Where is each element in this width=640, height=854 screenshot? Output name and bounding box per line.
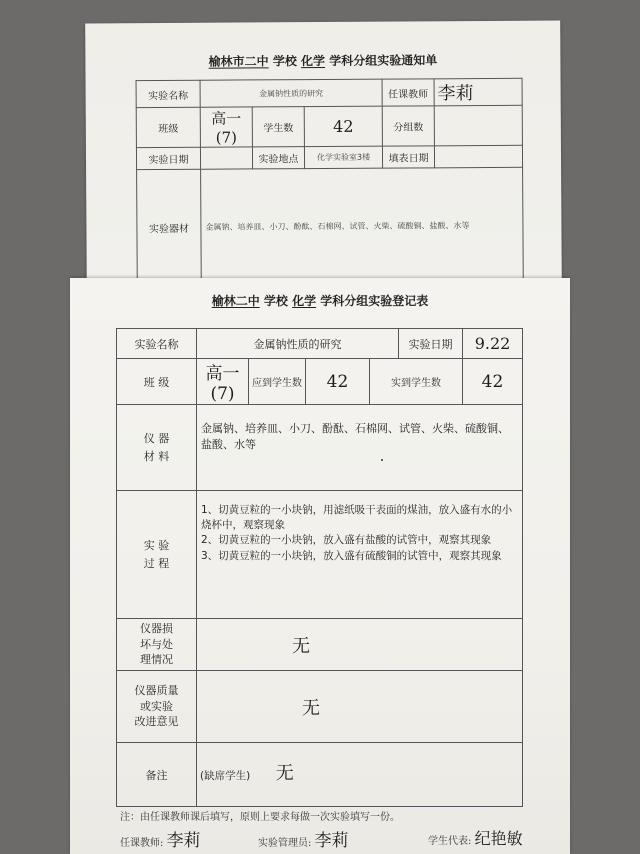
record-title-rest: 学科分组实验登记表 [320, 294, 429, 308]
record-actual-value: 42 [463, 359, 523, 405]
record-expected-value: 42 [306, 359, 370, 405]
record-title-school-suffix: 学校 [263, 294, 288, 308]
record-process-steps [197, 491, 523, 619]
notice-teacher-label: 任课教师 [382, 79, 434, 106]
record-remarks-prefix: (缺席学生) [200, 770, 251, 782]
notice-table [136, 78, 524, 286]
record-actual-label: 实到学生数 [370, 359, 463, 405]
record-quality-value: 无 [197, 671, 523, 743]
record-title-subject: 化学 [292, 294, 317, 308]
notice-date-label: 实验日期 [136, 147, 200, 169]
pen-dot-mark [381, 459, 383, 461]
notice-students-label: 学生数 [252, 107, 304, 147]
record-process-label-2: 过 程 [143, 556, 170, 570]
record-process-step: 1、切黄豆粒的一小块钠，用滤纸吸干表面的煤油，放入盛有水的小烧杯中，观察现象 [201, 504, 513, 532]
record-damage-label-1: 仪器损 [140, 621, 173, 635]
record-sheet [70, 278, 570, 854]
record-class-label: 班 级 [117, 359, 197, 405]
notice-groups-value [434, 105, 522, 146]
notice-name-label: 实验名称 [136, 80, 200, 107]
record-title-school: 榆林二中 [211, 294, 260, 308]
record-damage-value: 无 [197, 619, 523, 671]
record-remarks-label: 备注 [117, 743, 197, 807]
record-process-label-1: 实 验 [143, 538, 170, 552]
notice-class-label: 班级 [136, 107, 200, 147]
record-damage-label-2: 坏与处 [140, 637, 173, 651]
record-teacher-sign [120, 826, 201, 851]
record-process-step: 3、切黄豆粒的一小块钠，放入盛有硫酸铜的试管中，观察其现象 [201, 549, 502, 562]
notice-title-school: 榆林市二中 [208, 54, 269, 69]
record-date-value: 9.22 [463, 329, 523, 359]
record-student-signature: 纪艳敏 [474, 829, 523, 848]
record-title [70, 292, 570, 309]
notice-title [85, 51, 560, 71]
notice-place-label: 实验地点 [252, 147, 304, 169]
notice-class-value: 高一(7) [200, 107, 252, 147]
notice-teacher-value: 李莉 [434, 78, 522, 106]
record-materials-label [117, 405, 197, 491]
record-name-label: 实验名称 [117, 329, 197, 359]
record-student-sign [428, 826, 523, 849]
record-teacher-label: 任课教师: [120, 838, 164, 849]
record-remarks-cell [197, 743, 523, 807]
record-quality-label-3: 改进意见 [134, 715, 179, 729]
notice-sheet [85, 21, 562, 292]
notice-students-value: 42 [304, 106, 382, 146]
notice-title-subject: 化学 [300, 53, 326, 69]
notice-equipment-value: 金属钠、培养皿、小刀、酚酞、石棉网、试管、火柴、硫酸铜、盐酸、水等 [201, 167, 524, 285]
record-table [116, 328, 523, 807]
notice-groups-label: 分组数 [382, 106, 434, 146]
record-date-label: 实验日期 [399, 329, 463, 359]
record-damage-label [117, 619, 197, 671]
record-manager-signature: 李莉 [314, 831, 349, 851]
notice-fill-date-value [434, 145, 522, 168]
notice-title-school-suffix: 学校 [272, 54, 297, 69]
record-materials-text: 金属钠、培养皿、小刀、酚酞、石棉网、试管、火柴、硫酸铜、盐酸、水等 [201, 422, 509, 451]
record-manager-sign [258, 826, 349, 851]
record-teacher-signature: 李莉 [166, 831, 201, 851]
notice-fill-date-label: 填表日期 [382, 146, 434, 168]
record-quality-label-2: 或实验 [140, 699, 173, 713]
notice-equipment-label: 实验器材 [137, 169, 202, 285]
record-materials-value [197, 405, 523, 491]
notice-title-rest: 学科分组实验通知单 [329, 53, 438, 68]
record-materials-label-2: 材 料 [143, 449, 170, 463]
record-name-value: 金属钠性质的研究 [197, 329, 399, 359]
notice-place-value: 化学实验室3楼 [304, 146, 382, 168]
record-process-label [117, 491, 197, 619]
record-damage-label-3: 理情况 [140, 653, 173, 667]
record-class-value: 高一(7) [197, 359, 249, 405]
record-quality-label-1: 仪器质量 [134, 683, 179, 697]
record-remarks-value: 无 [275, 763, 294, 784]
record-process-step: 2、切黄豆粒的一小块钠，放入盛有盐酸的试管中，观察其现象 [201, 534, 492, 547]
record-quality-label [117, 671, 197, 743]
record-expected-label: 应到学生数 [249, 359, 306, 405]
record-manager-label: 实验管理员: [258, 838, 312, 849]
record-note: 注：由任课教师课后填写，原则上要求每做一次实验填写一份。 [120, 812, 400, 823]
record-student-label: 学生代表: [428, 836, 472, 847]
record-materials-label-1: 仪 器 [143, 431, 170, 445]
notice-name-value: 金属钠性质的研究 [200, 79, 382, 107]
notice-date-value [200, 147, 252, 169]
